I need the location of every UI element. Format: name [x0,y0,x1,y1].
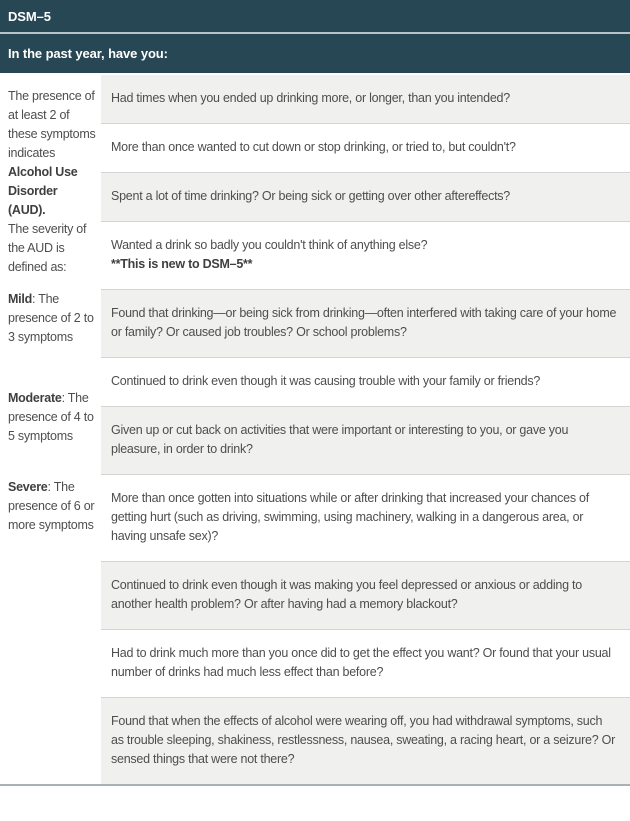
question-row-10 [101,630,630,698]
sidebar-intro [8,87,97,220]
table-subtitle-bar [0,32,630,73]
severity-level-severe [8,478,97,535]
question-text: Continued to drink even though it was causing trouble with your family or friends? [111,374,541,388]
moderate-description: : The presence of 4 to 5 symptoms [8,391,94,443]
table-title-bar [0,0,630,32]
severe-term: Severe [8,480,48,494]
question-row-1 [101,75,630,124]
severe-description: : The presence of 6 or more symptoms [8,480,95,532]
question-row-2 [101,124,630,173]
question-text: Spent a lot of time drinking? Or being sick or getting over other aftereffects? [111,189,510,203]
questions-column [101,75,630,784]
table-title: DSM–5 [8,9,51,24]
question-row-3 [101,173,630,222]
question-row-9 [101,562,630,630]
question-row-11 [101,698,630,784]
question-text: Found that drinking—or being sick from drinking—often interfered with taking care of your home or family? Or caused job troubles? Or school problems? [111,306,617,339]
question-row-5 [101,290,630,358]
question-text: Given up or cut back on activities that were important or interesting to you, or gave you pleasure, in order to drink? [111,423,569,456]
question-note: **This is new to DSM–5** [111,257,253,271]
aud-definition-bold: Alcohol Use Disorder (AUD). [8,165,78,217]
severity-level-mild [8,290,97,347]
table-subtitle: In the past year, have you: [8,46,168,61]
question-row-6 [101,358,630,407]
mild-term: Mild [8,292,32,306]
mild-description: : The presence of 2 to 3 symptoms [8,292,94,344]
question-text: More than once gotten into situations while or after drinking that increased your chances of getting hurt (such as driving, swimming, using machinery, walking in a dangerous area, or having unsafe sex)? [111,491,589,543]
severity-level-moderate [8,389,97,446]
question-row-7 [101,407,630,475]
sidebar-severity-text: The severity of the AUD is defined as: [8,222,87,274]
question-text: Continued to drink even though it was making you feel depressed or anxious or adding to another health problem? Or after having had a memory blackout? [111,578,582,611]
question-text: More than once wanted to cut down or stop drinking, or tried to, but couldn't? [111,140,516,154]
question-text: Found that when the effects of alcohol were wearing off, you had withdrawal symptoms, such as trouble sleeping, shakiness, restlessness, nausea, sweating, a racing heart, or a seizure? Or sensed things that were not there? [111,714,616,766]
question-text: Had times when you ended up drinking more, or longer, than you intended? [111,91,510,105]
moderate-term: Moderate [8,391,62,405]
severity-sidebar [0,75,101,784]
sidebar-intro-text: The presence of at least 2 of these symptoms indicates [8,89,96,160]
question-text: Wanted a drink so badly you couldn't think of anything else? [111,238,428,252]
question-row-4 [101,222,630,290]
table-body [0,75,630,784]
question-text: Had to drink much more than you once did to get the effect you want? Or found that your usual number of drinks had much less effect than before? [111,646,611,679]
question-row-8 [101,475,630,562]
